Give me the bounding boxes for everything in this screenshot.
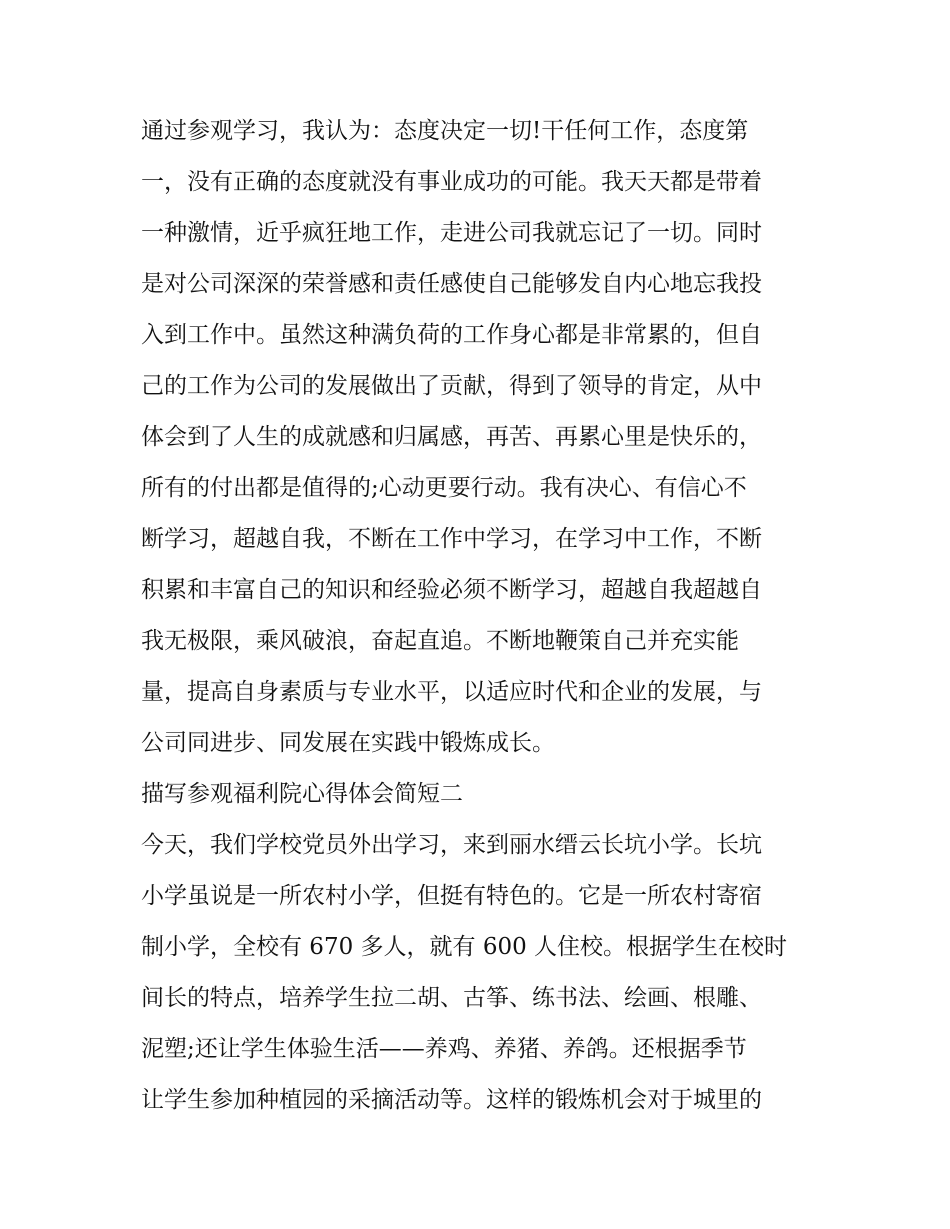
- paragraph-2-line-4: 间长的特点，培养学生拉二胡、古筝、练书法、绘画、根雕、: [141, 985, 762, 1011]
- paragraph-2-line-6: 让学生参加种植园的采摘活动等。这样的锻炼机会对于城里的: [141, 1087, 762, 1113]
- paragraph-1: [141, 106, 821, 769]
- section-heading: 描写参观福利院心得体会简短二: [141, 781, 463, 807]
- paragraph-1-line-13: 公司同进步、同发展在实践中锻炼成长。: [141, 730, 555, 756]
- paragraph-2-line-2: 小学虽说是一所农村小学，但挺有特色的。它是一所农村寄宿: [141, 883, 762, 909]
- paragraph-1-line-6: 己的工作为公司的发展做出了贡献，得到了领导的肯定，从中: [141, 373, 762, 399]
- paragraph-1-line-7: 体会到了人生的成就感和归属感，再苦、再累心里是快乐的，: [141, 424, 762, 450]
- paragraph-1-line-8: 所有的付出都是值得的;心动更要行动。我有决心、有信心不: [141, 475, 747, 501]
- paragraph-1-line-11: 我无极限，乘风破浪，奋起直追。不断地鞭策自己并充实能: [141, 628, 739, 654]
- paragraph-1-line-10: 积累和丰富自己的知识和经验必须不断学习，超越自我超越自: [141, 577, 762, 603]
- paragraph-2: [141, 820, 821, 1126]
- paragraph-2-line-3: 制小学，全校有 670 多人，就有 600 人住校。根据学生在校时: [141, 934, 788, 960]
- paragraph-1-line-4: 是对公司深深的荣誉感和责任感使自己能够发自内心地忘我投: [141, 271, 762, 297]
- paragraph-2-line-5: 泥塑;还让学生体验生活——养鸡、养猪、养鸽。还根据季节: [141, 1036, 747, 1062]
- paragraph-2-line-1: 今天，我们学校党员外出学习，来到丽水缙云长坑小学。长坑: [141, 832, 762, 858]
- paragraph-1-line-3: 一种激情，近乎疯狂地工作，走进公司我就忘记了一切。同时: [141, 220, 762, 246]
- paragraph-1-line-9: 断学习，超越自我，不断在工作中学习，在学习中工作，不断: [141, 526, 762, 552]
- paragraph-1-line-1: 通过参观学习，我认为：态度决定一切!干任何工作，态度第: [141, 118, 749, 144]
- paragraph-1-line-12: 量，提高自身素质与专业水平，以适应时代和企业的发展，与: [141, 679, 762, 705]
- paragraph-1-line-2: 一，没有正确的态度就没有事业成功的可能。我天天都是带着: [141, 169, 762, 195]
- paragraph-1-line-5: 入到工作中。虽然这种满负荷的工作身心都是非常累的，但自: [141, 322, 762, 348]
- document-body: [141, 106, 821, 1126]
